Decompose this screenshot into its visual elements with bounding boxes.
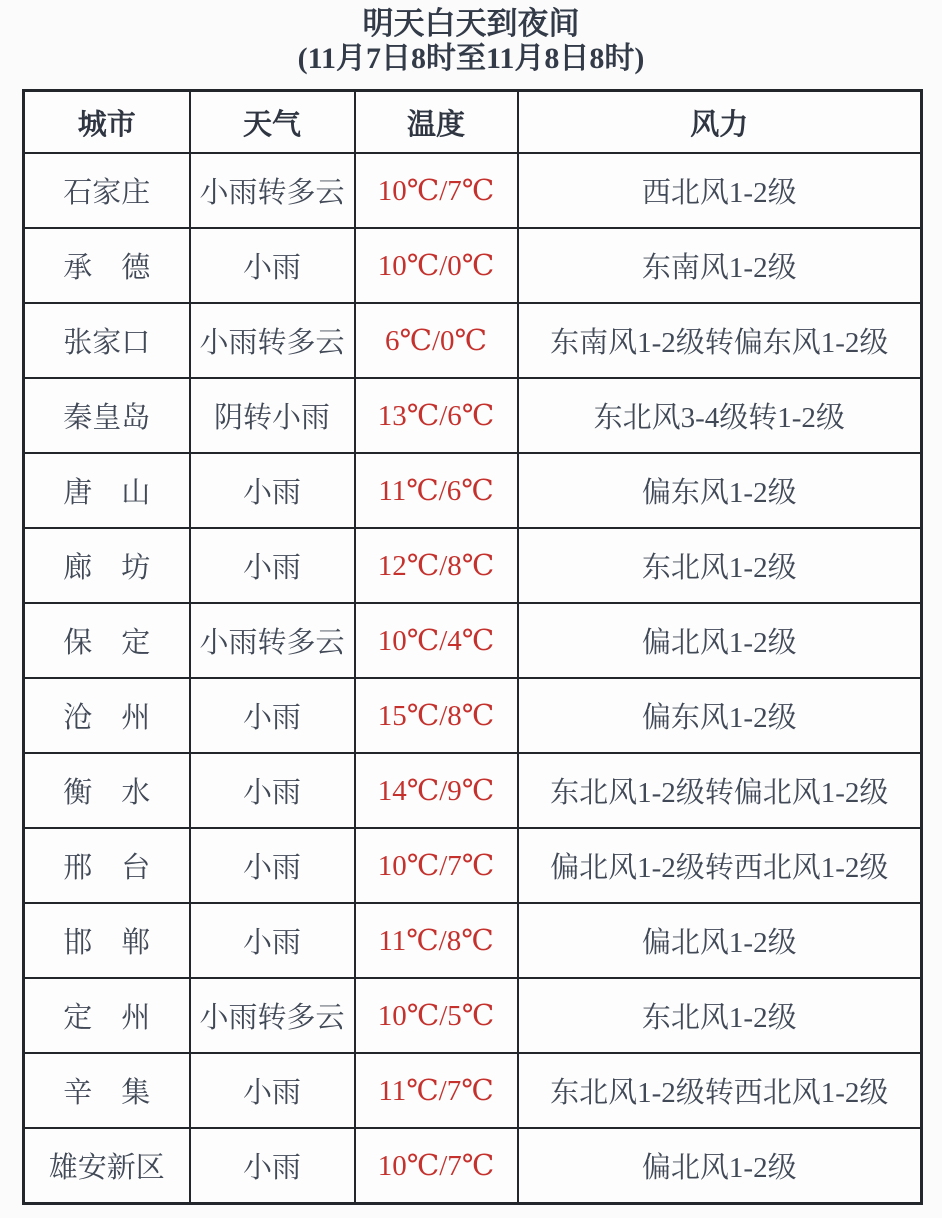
table-row — [24, 828, 922, 903]
weather-cell: 小雨 — [190, 528, 355, 603]
wind-cell: 东北风1-2级 — [518, 528, 922, 603]
column-header-city: 城市 — [24, 91, 190, 154]
weather-cell: 小雨 — [190, 228, 355, 303]
forecast-table — [22, 89, 923, 1205]
city-cell: 雄安新区 — [24, 1128, 190, 1204]
weather-cell: 小雨 — [190, 753, 355, 828]
temperature-cell: 11℃/6℃ — [355, 453, 518, 528]
weather-cell: 小雨转多云 — [190, 978, 355, 1053]
weather-cell: 小雨转多云 — [190, 603, 355, 678]
table-row — [24, 528, 922, 603]
table-row — [24, 1128, 922, 1204]
column-header-wind: 风力 — [518, 91, 922, 154]
header-row — [24, 91, 922, 154]
wind-cell: 西北风1-2级 — [518, 153, 922, 228]
weather-cell: 小雨 — [190, 828, 355, 903]
temperature-cell: 14℃/9℃ — [355, 753, 518, 828]
wind-cell: 东南风1-2级 — [518, 228, 922, 303]
temperature-cell: 10℃/0℃ — [355, 228, 518, 303]
temperature-cell: 10℃/7℃ — [355, 828, 518, 903]
table-row — [24, 228, 922, 303]
table-row — [24, 978, 922, 1053]
city-cell: 唐 山 — [24, 453, 190, 528]
temperature-cell: 6℃/0℃ — [355, 303, 518, 378]
wind-cell: 偏北风1-2级 — [518, 903, 922, 978]
city-cell: 秦皇岛 — [24, 378, 190, 453]
wind-cell: 东南风1-2级转偏东风1-2级 — [518, 303, 922, 378]
table-row — [24, 453, 922, 528]
city-cell: 邢 台 — [24, 828, 190, 903]
page-subtitle: (11月7日8时至11月8日8时) — [297, 41, 645, 75]
wind-cell: 东北风1-2级 — [518, 978, 922, 1053]
temperature-cell: 10℃/7℃ — [355, 153, 518, 228]
weather-cell: 小雨 — [190, 678, 355, 753]
temperature-cell: 11℃/7℃ — [355, 1053, 518, 1128]
temperature-cell: 15℃/8℃ — [355, 678, 518, 753]
temperature-cell: 10℃/5℃ — [355, 978, 518, 1053]
table-row — [24, 378, 922, 453]
wind-cell: 东北风3-4级转1-2级 — [518, 378, 922, 453]
temperature-cell: 13℃/6℃ — [355, 378, 518, 453]
city-cell: 保 定 — [24, 603, 190, 678]
table-row — [24, 1053, 922, 1128]
city-cell: 廊 坊 — [24, 528, 190, 603]
table-row — [24, 678, 922, 753]
city-cell: 沧 州 — [24, 678, 190, 753]
weather-cell: 小雨 — [190, 1053, 355, 1128]
weather-cell: 小雨 — [190, 903, 355, 978]
wind-cell: 偏东风1-2级 — [518, 678, 922, 753]
city-cell: 辛 集 — [24, 1053, 190, 1128]
temperature-cell: 12℃/8℃ — [355, 528, 518, 603]
city-cell: 石家庄 — [24, 153, 190, 228]
temperature-cell: 10℃/4℃ — [355, 603, 518, 678]
column-header-weather: 天气 — [190, 91, 355, 154]
table-row — [24, 753, 922, 828]
city-cell: 承 德 — [24, 228, 190, 303]
weather-cell: 小雨 — [190, 1128, 355, 1204]
city-cell: 衡 水 — [24, 753, 190, 828]
temperature-cell: 10℃/7℃ — [355, 1128, 518, 1204]
table-row — [24, 903, 922, 978]
temperature-cell: 11℃/8℃ — [355, 903, 518, 978]
wind-cell: 偏北风1-2级 — [518, 603, 922, 678]
weather-cell: 小雨转多云 — [190, 303, 355, 378]
wind-cell: 偏北风1-2级 — [518, 1128, 922, 1204]
column-header-temperature: 温度 — [355, 91, 518, 154]
table-row — [24, 153, 922, 228]
table-row — [24, 603, 922, 678]
page-title: 明天白天到夜间 — [362, 6, 580, 41]
wind-cell: 偏东风1-2级 — [518, 453, 922, 528]
city-cell: 张家口 — [24, 303, 190, 378]
wind-cell: 东北风1-2级转偏北风1-2级 — [518, 753, 922, 828]
city-cell: 邯 郸 — [24, 903, 190, 978]
wind-cell: 偏北风1-2级转西北风1-2级 — [518, 828, 922, 903]
weather-cell: 小雨转多云 — [190, 153, 355, 228]
wind-cell: 东北风1-2级转西北风1-2级 — [518, 1053, 922, 1128]
weather-cell: 阴转小雨 — [190, 378, 355, 453]
city-cell: 定 州 — [24, 978, 190, 1053]
weather-cell: 小雨 — [190, 453, 355, 528]
table-row — [24, 303, 922, 378]
